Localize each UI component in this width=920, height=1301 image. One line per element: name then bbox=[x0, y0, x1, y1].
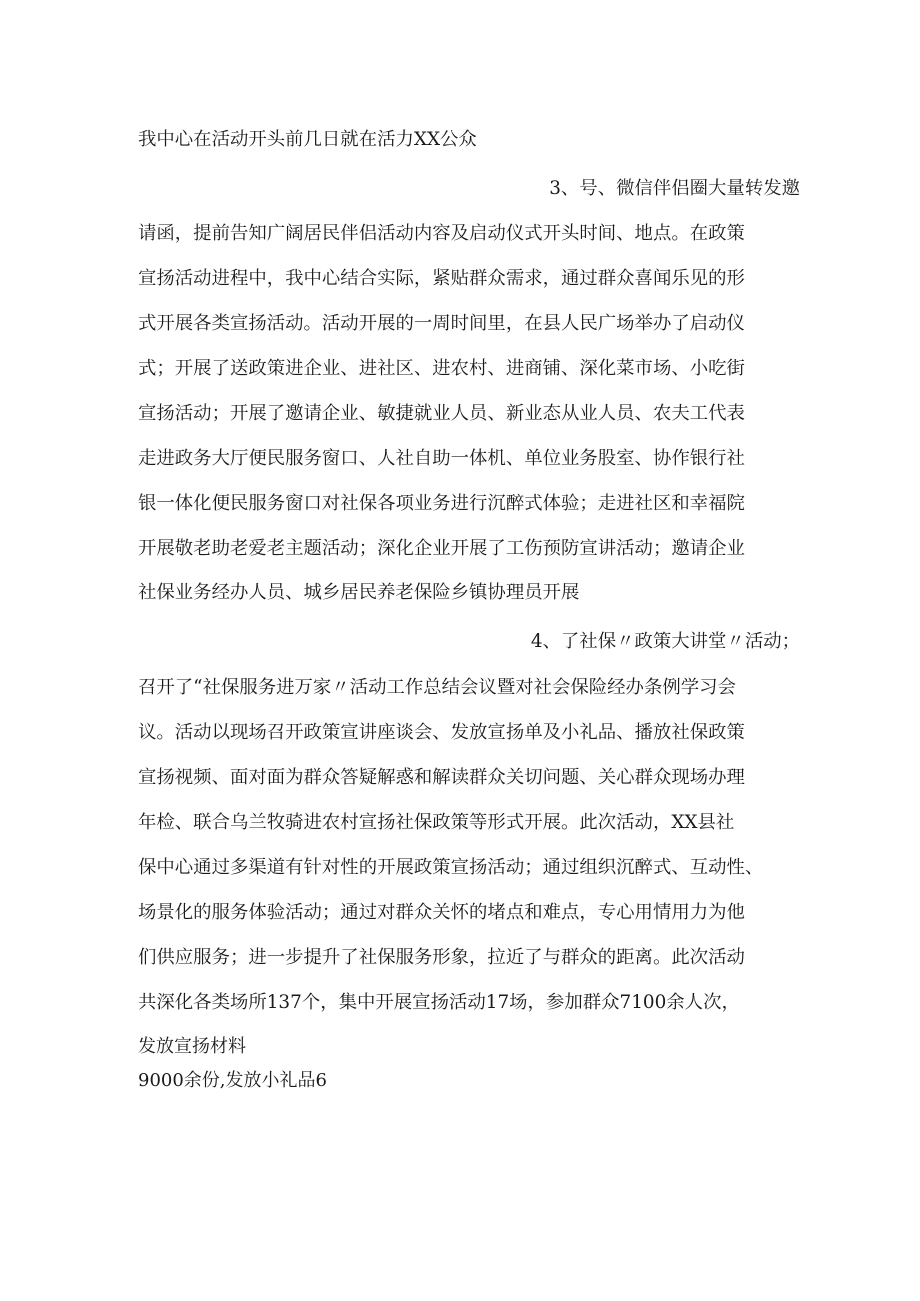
text-line-9: 银一体化便民服务窗口对社保各项业务进行沉醉式体验；走进社区和幸福院 bbox=[138, 493, 745, 514]
text-line-8: 走进政务大厅便民服务窗口、人社自助一体机、单位业务股室、协作银行社 bbox=[138, 448, 745, 469]
text-line-3: 请函，提前告知广阔居民伴侣活动内容及启动仪式开头时间、地点。在政策 bbox=[138, 223, 745, 244]
text-line-18: 场景化的服务体验活动；通过对群众关怀的堵点和难点，专心用情用力为他 bbox=[138, 902, 745, 923]
text-line-6: 式；开展了送政策进企业、进社区、进农村、进商铺、深化菜市场、小吃街 bbox=[138, 358, 745, 379]
text-line-7: 宣扬活动；开展了邀请企业、敏捷就业人员、新业态从业人员、农夫工代表 bbox=[138, 403, 745, 424]
text-line-13: 召开了“社保服务进万家〃活动工作总结会议暨对社会保险经办条例学习会 bbox=[138, 677, 736, 698]
text-line-11: 社保业务经办人员、城乡居民养老保险乡镇协理员开展 bbox=[138, 582, 580, 603]
text-line-21: 发放宣扬材料 bbox=[138, 1036, 246, 1057]
text-line-14: 议。活动以现场召开政策宣讲座谈会、发放宣扬单及小礼品、播放社保政策 bbox=[138, 722, 745, 743]
text-line-17: 保中心通过多渠道有针对性的开展政策宣扬活动；通过组织沉醉式、互动性、 bbox=[138, 857, 764, 878]
text-line-2: 3、号、微信伴侣圈大量转发邀 bbox=[549, 178, 800, 199]
text-line-15: 宣扬视频、面对面为群众答疑解惑和解读群众关切问题、关心群众现场办理 bbox=[138, 767, 745, 788]
text-line-22: 9000余份,发放小礼品6 bbox=[138, 1070, 327, 1091]
text-line-1: 我中心在活动开头前几日就在活力XX公众 bbox=[138, 129, 477, 150]
text-line-10: 开展敬老助老爱老主题活动；深化企业开展了工伤预防宣讲活动；邀请企业 bbox=[138, 538, 745, 559]
text-line-12: 4、了社保〃政策大讲堂〃活动； bbox=[530, 631, 800, 652]
text-line-5: 式开展各类宣扬活动。活动开展的一周时间里，在县人民广场举办了启动仪 bbox=[138, 313, 745, 334]
text-line-19: 们供应服务；进一步提升了社保服务形象，拉近了与群众的距离。此次活动 bbox=[138, 947, 745, 968]
text-line-4: 宣扬活动进程中，我中心结合实际，紧贴群众需求，通过群众喜闻乐见的形 bbox=[138, 268, 745, 289]
text-line-16: 年检、联合乌兰牧骑进农村宣扬社保政策等形式开展。此次活动，XX县社 bbox=[138, 812, 735, 833]
text-line-20: 共深化各类场所137个，集中开展宣扬活动17场，参加群众7100余人次， bbox=[138, 992, 740, 1013]
